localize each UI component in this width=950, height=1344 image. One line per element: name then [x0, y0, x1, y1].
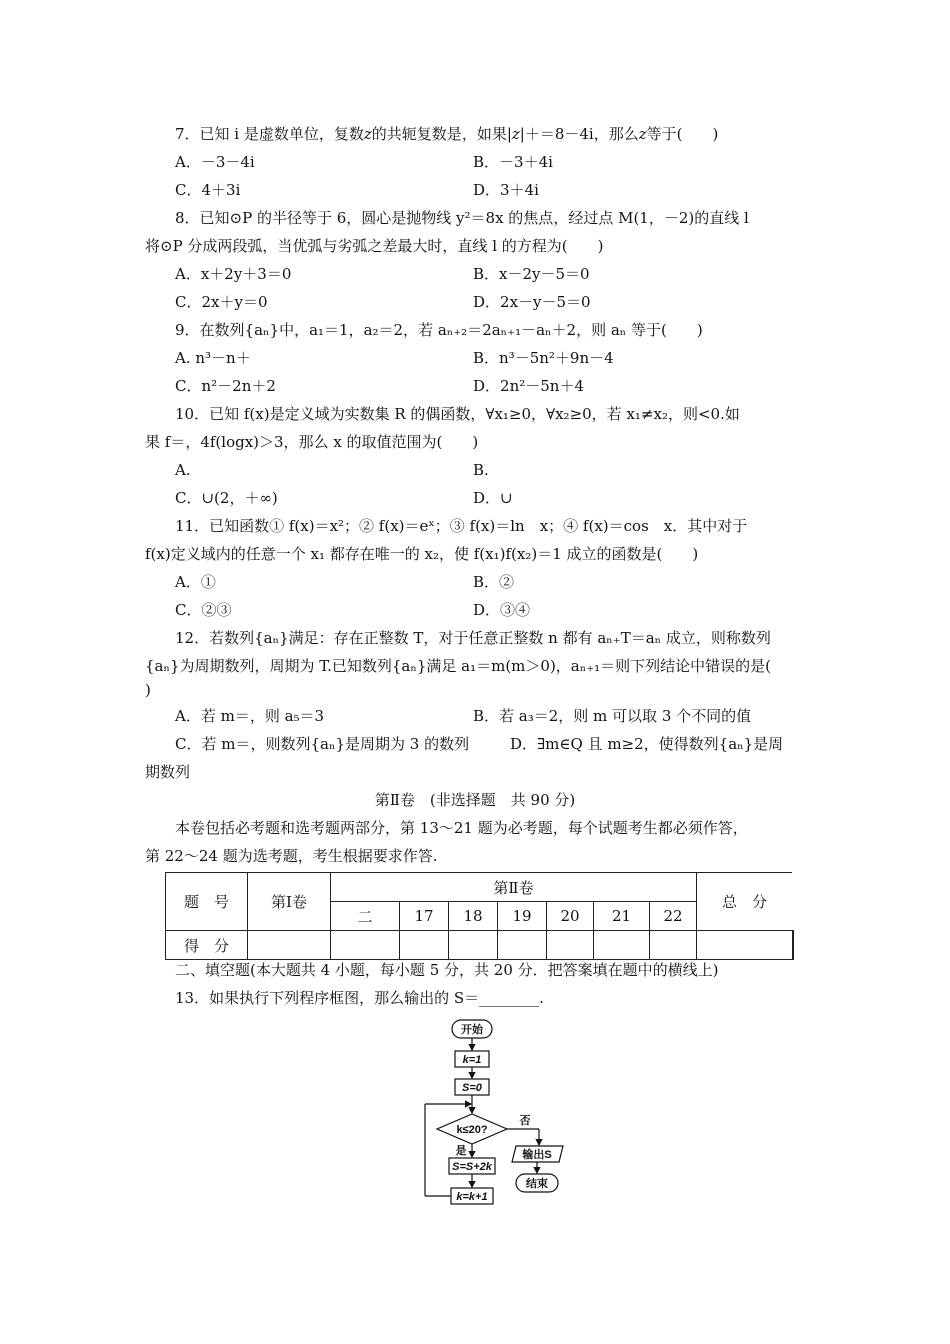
q11-stem-line1: 11．已知函数① f(x)＝x²；② f(x)＝eˣ；③ f(x)＝ln x；④ f(x)＝cos x．其中对于	[175, 517, 748, 535]
score-cell[interactable]	[697, 931, 793, 960]
flow-no-label: 否	[519, 1115, 531, 1127]
score-cell[interactable]	[594, 931, 650, 960]
q12-stem-line2: {aₙ}为周期数列，周期为 T.已知数列{aₙ}满足 a₁＝m(m＞0)，aₙ₊₁＝则下列结论中错误的是(	[145, 657, 772, 675]
q12-stem-line3: )	[145, 681, 151, 699]
q9-option-b: B．n³－5n²＋9n－4	[473, 349, 614, 367]
score-table-col: 17	[400, 902, 449, 931]
q7-option-a: A．－3－4i	[175, 153, 255, 171]
q10-option-c: C．∪(2，＋∞)	[175, 489, 278, 507]
part2-title: 第Ⅱ卷 (非选择题 共 90 分)	[374, 791, 576, 809]
score-table-col: 20	[547, 902, 594, 931]
q10-stem-line2: 果 f＝，4f(logx)＞3，那么 x 的取值范围为( )	[145, 433, 479, 451]
score-table	[165, 872, 794, 960]
flow-yes-label: 是	[455, 1145, 467, 1157]
score-cell[interactable]	[792, 931, 793, 960]
q9-stem: 9．在数列{aₙ}中，a₁＝1，a₂＝2，若 aₙ₊₂＝2aₙ₊₁－aₙ＋2，则 aₙ 等于( )	[175, 321, 703, 339]
flow-update-k-label: k=k+1	[456, 1191, 488, 1203]
program-flowchart	[415, 1012, 575, 1212]
score-cell[interactable]	[650, 931, 697, 960]
q8-stem-line2: 将⊙P 分成两段弧，当优弧与劣弧之差最大时，直线 l 的方程为( )	[145, 237, 604, 255]
score-cell[interactable]	[331, 931, 400, 960]
q12-option-b: B．若 a₃＝2，则 m 可以取 3 个不同的值	[473, 707, 752, 725]
q8-option-a: A．x＋2y＋3＝0	[175, 265, 292, 283]
score-table-row-label: 得 分	[166, 931, 248, 960]
flow-update-s-label: S=S+2k	[452, 1161, 492, 1173]
flow-end-label: 结束	[526, 1178, 548, 1190]
score-cell[interactable]	[400, 931, 449, 960]
q9-option-a: A. n³－n＋	[175, 349, 251, 367]
q10-stem-line1: 10．已知 f(x)是定义域为实数集 R 的偶函数，∀x₁≥0，∀x₂≥0，若 x₁≠x₂，则<0.如	[175, 405, 740, 423]
q13-stem: 13．如果执行下列程序框图，那么输出的 S＝________.	[175, 989, 544, 1007]
score-cell[interactable]	[449, 931, 498, 960]
section2-heading: 二、填空题(本大题共 4 小题，每小题 5 分，共 20 分．把答案填在题中的横线上)	[175, 961, 719, 979]
q10-option-b: B.	[473, 461, 489, 479]
flow-init-k-label: k=1	[462, 1054, 482, 1066]
q11-stem-line2: f(x)定义域内的任意一个 x₁ 都存在唯一的 x₂，使 f(x₁)f(x₂)＝1 成立的函数是( )	[145, 545, 699, 563]
q7-option-c: C．4＋3i	[175, 181, 241, 199]
score-table-header-part2: 第Ⅱ卷	[331, 873, 697, 902]
q11-option-b: B．②	[473, 573, 515, 591]
q12-option-c: C．若 m＝，则数列{aₙ}是周期为 3 的数列	[175, 735, 470, 753]
q9-option-c: C．n²－2n＋2	[175, 377, 276, 395]
q8-option-c: C．2x＋y＝0	[175, 293, 268, 311]
q8-option-b: B．x－2y－5＝0	[473, 265, 590, 283]
score-cell[interactable]	[498, 931, 547, 960]
flow-condition-label: k≤20?	[456, 1124, 488, 1136]
score-table-col: 22	[650, 902, 697, 931]
q7-option-d: D．3＋4i	[473, 181, 539, 199]
flow-init-s-label: S=0	[462, 1082, 482, 1094]
score-table-header-part1: 第Ⅰ卷	[248, 873, 331, 931]
score-table-col: 21	[594, 902, 650, 931]
q11-option-d: D．③④	[473, 601, 531, 619]
q12-option-d-line2: 期数列	[145, 763, 191, 781]
q12-option-d-line1: D．∃m∈Q 且 m≥2，使得数列{aₙ}是周	[510, 735, 784, 753]
part2-intro-line2: 第 22～24 题为选考题，考生根据要求作答.	[145, 847, 438, 865]
score-table-col: 二	[331, 902, 400, 931]
q12-stem-line1: 12．若数列{aₙ}满足：存在正整数 T，对于任意正整数 n 都有 aₙ₊T＝aₙ 成立，则称数列	[175, 629, 771, 647]
q8-option-d: D．2x－y－5＝0	[473, 293, 591, 311]
q10-option-d: D．∪	[473, 489, 513, 507]
score-table-col: 19	[498, 902, 547, 931]
flow-output-label: 输出S	[522, 1149, 552, 1161]
score-cell[interactable]	[547, 931, 594, 960]
flow-start-label: 开始	[461, 1024, 483, 1036]
q8-stem-line1: 8．已知⊙P 的半径等于 6，圆心是抛物线 y²＝8x 的焦点，经过点 M(1，－2)的直线 l	[175, 209, 749, 227]
q7-stem: 7．已知 i 是虚数单位，复数z的共轭复数是，如果|z|＋＝8－4i，那么z等于( )	[175, 125, 719, 143]
q7-option-b: B．－3＋4i	[473, 153, 553, 171]
part2-intro-line1: 本卷包括必考题和选考题两部分，第 13～21 题为必考题，每个试题考生都必须作答，	[175, 819, 748, 837]
q12-option-a: A．若 m＝，则 a₅＝3	[175, 707, 325, 725]
score-cell[interactable]	[248, 931, 331, 960]
score-table-col: 18	[449, 902, 498, 931]
score-table-header-number: 题 号	[166, 873, 248, 931]
q11-option-a: A．①	[175, 573, 216, 591]
score-table-header-total: 总 分	[697, 873, 793, 931]
q11-option-c: C．②③	[175, 601, 232, 619]
q9-option-d: D．2n²－5n＋4	[473, 377, 584, 395]
q10-option-a: A.	[175, 461, 191, 479]
